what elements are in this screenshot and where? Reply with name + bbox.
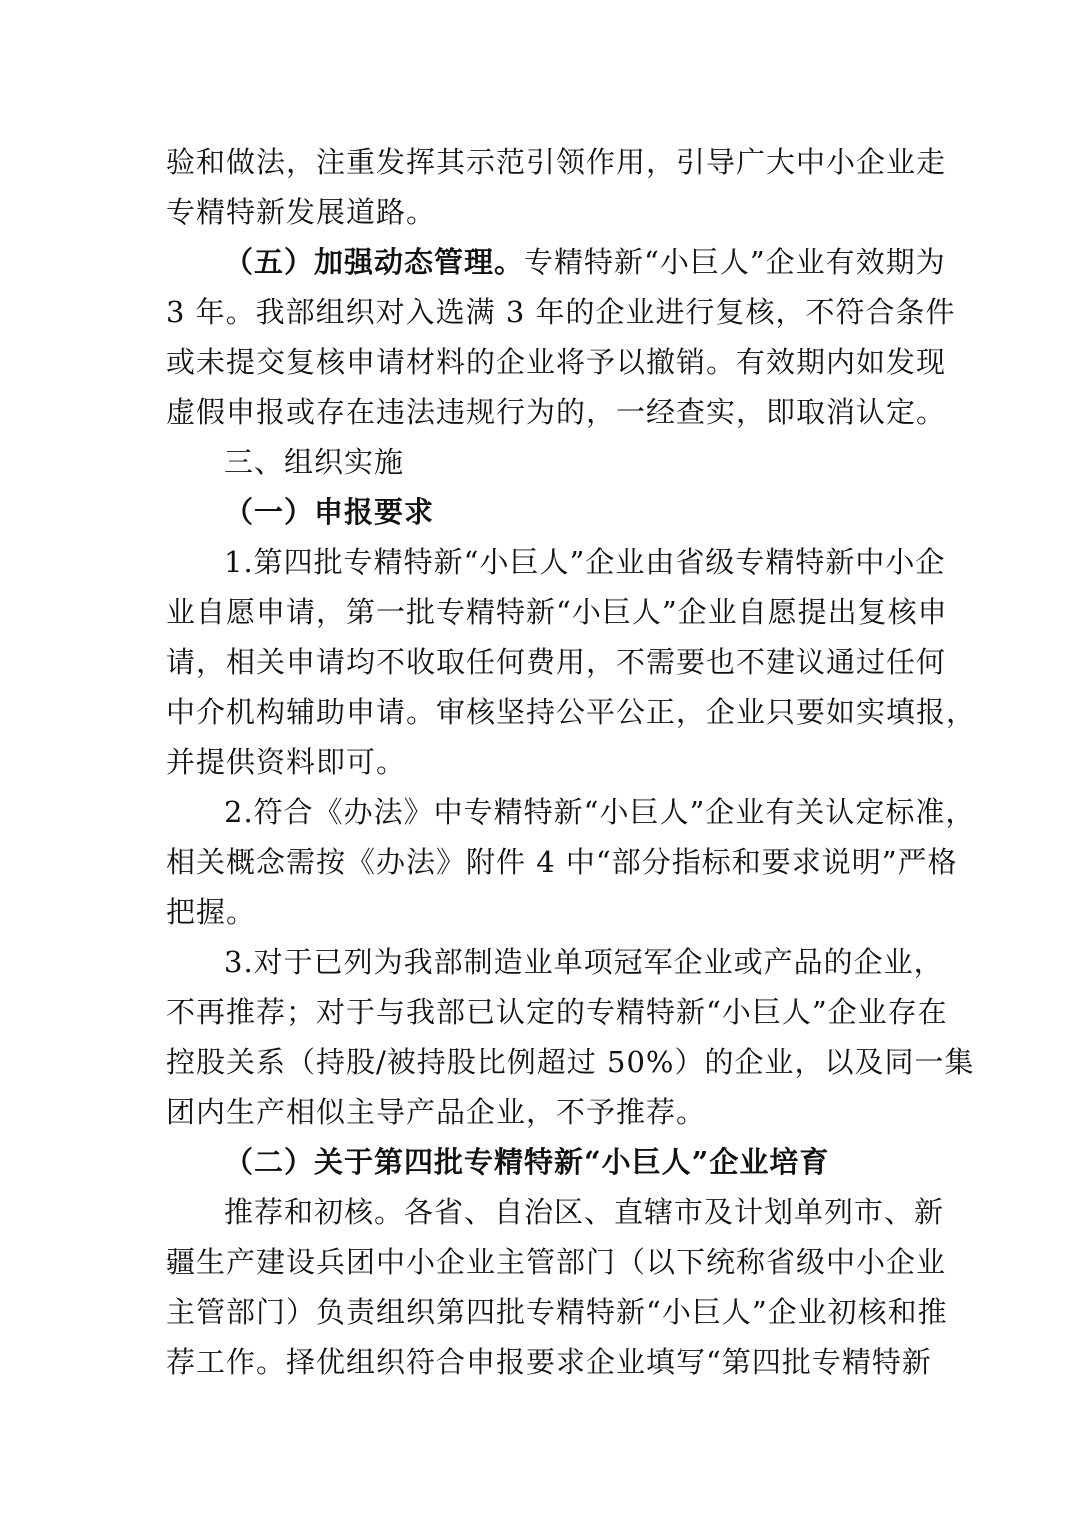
- section-heading-line: （五）加强动态管理。专精特新“小巨人”企业有效期为: [224, 245, 946, 279]
- subsection-title: （二）关于第四批专精特新“小巨人”企业培育: [224, 1145, 830, 1179]
- paragraph-line: 推荐和初核。各省、自治区、直辖市及计划单列市、新: [224, 1195, 945, 1229]
- paragraph-line: 3 年。我部组织对入选满 3 年的企业进行复核，不符合条件: [166, 295, 956, 329]
- paragraph-line: 请，相关申请均不收取任何费用，不需要也不建议通过任何: [166, 645, 947, 679]
- paragraph-line: 主管部门）负责组织第四批专精特新“小巨人”企业初核和推: [166, 1295, 948, 1329]
- paragraph-line: 专精特新发展道路。: [166, 195, 437, 229]
- paragraph-line: 并提供资料即可。: [166, 745, 407, 779]
- paragraph-line: 疆生产建设兵团中小企业主管部门（以下统称省级中小企业: [166, 1245, 947, 1279]
- paragraph-line: 虚假申报或存在违法违规行为的，一经查实，即取消认定。: [166, 395, 947, 429]
- paragraph-line: 控股关系（持股/被持股比例超过 50%）的企业，以及同一集: [166, 1045, 975, 1079]
- paragraph-line: 团内生产相似主导产品企业，不予推荐。: [166, 1095, 707, 1129]
- section-title: 三、组织实施: [224, 445, 405, 479]
- paragraph-line: 把握。: [166, 895, 257, 929]
- paragraph-line: 荐工作。择优组织符合申报要求企业填写“第四批专精特新: [166, 1345, 932, 1379]
- paragraph-line: 验和做法，注重发挥其示范引领作用，引导广大中小企业走: [166, 145, 947, 179]
- paragraph-line: 业自愿申请，第一批专精特新“小巨人”企业自愿提出复核申: [166, 595, 948, 629]
- paragraph-line: 2.符合《办法》中专精特新“小巨人”企业有关认定标准，: [224, 795, 976, 829]
- paragraph-line: 1.第四批专精特新“小巨人”企业由省级专精特新中小企: [224, 545, 946, 579]
- paragraph-line: 中介机构辅助申请。审核坚持公平公正，企业只要如实填报，: [166, 695, 977, 729]
- paragraph-line: 相关概念需按《办法》附件 4 中“部分指标和要求说明”严格: [166, 845, 958, 879]
- subsection-title: （一）申报要求: [224, 495, 435, 529]
- section-heading-inline: （五）加强动态管理。: [224, 245, 525, 279]
- paragraph-line: 或未提交复核申请材料的企业将予以撤销。有效期内如发现: [166, 345, 947, 379]
- paragraph-line: 不再推荐；对于与我部已认定的专精特新“小巨人”企业存在: [166, 995, 948, 1029]
- paragraph-line: 3.对于已列为我部制造业单项冠军企业或产品的企业，: [224, 945, 944, 979]
